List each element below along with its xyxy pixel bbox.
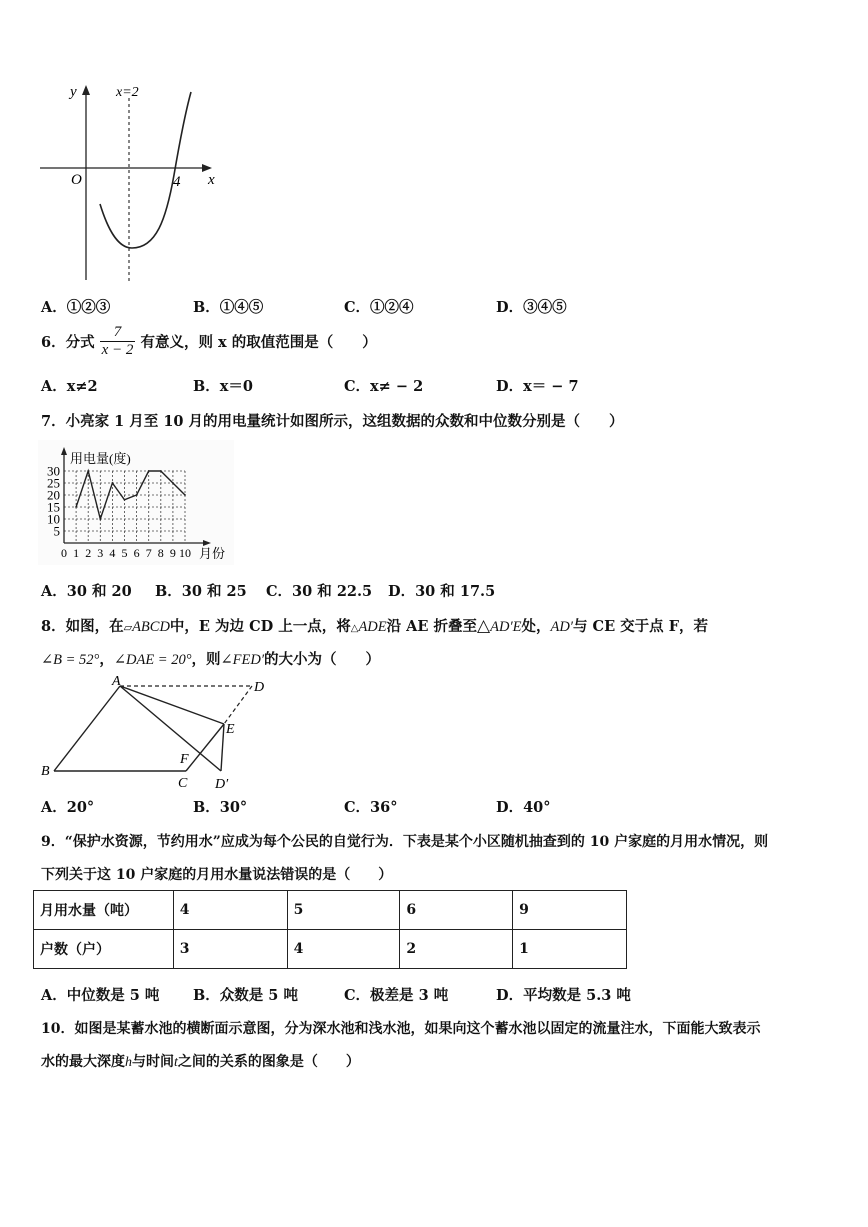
y-tick-label: 20 [47,487,60,503]
table-row [34,891,627,930]
x-tick-label: 5 [121,546,128,560]
q9-question-line1: 9．“保护水资源，节约用水”应成为每个公民的自觉行为．下表是某个小区随机抽查到的 10 户家庭的月用水情况，则 [41,834,769,850]
data-point [112,482,114,484]
q6-suffix: 有意义，则 x 的取值范围是（ ） [140,334,377,351]
y-label: y [70,84,77,100]
q6-prefix: 6．分式 [41,334,95,351]
q9-option-b[interactable]: B．众数是 5 吨 [193,987,298,1004]
x-tick-label: 2 [85,546,92,560]
q6-option-b[interactable]: B．x＝0 [193,378,253,395]
y-axis-title: 用电量(度) [70,451,131,466]
q7-option-a[interactable]: A．30 和 20 [41,583,132,600]
data-point [124,499,126,501]
segment-ae [120,686,224,724]
segment-ec [186,724,224,771]
q5-option-c[interactable]: C．①②④ [344,299,414,316]
parabola-graph [38,80,228,285]
q6-option-a[interactable]: A．x≠2 [41,378,98,395]
q6-fraction [100,324,136,359]
q8-option-d[interactable]: D．40° [496,799,551,816]
table-cell: 3 [173,930,287,969]
q5-option-a[interactable]: A．①②③ [41,299,111,316]
q8-option-a[interactable]: A．20° [41,799,95,816]
table-cell: 6 [400,891,513,930]
x-tick-label: 10 [179,546,191,560]
q6-question [41,324,377,359]
table-cell: 4 [287,930,400,969]
y-tick-label: 25 [47,475,60,491]
q7-option-b[interactable]: B．30 和 25 [155,583,247,600]
q7-question: 7．小亮家 1 月至 10 月的用电量统计如图所示，这组数据的众数和中位数分别是（ ） [41,413,624,430]
q9-option-d[interactable]: D．平均数是 5.3 吨 [496,987,631,1004]
y-tick-label: 10 [47,511,60,527]
x-tick-label: 1 [73,546,80,560]
label-c: C [178,776,188,791]
x-label: x [208,172,215,188]
fold-geometry-figure [38,674,278,794]
q6-option-d[interactable]: D．x＝ − 7 [496,378,579,395]
x-tick-label: 0 [61,546,67,560]
q9-option-a[interactable]: A．中位数是 5 吨 [41,987,160,1004]
q10-question-line2: 水的最大深度h与时间t之间的关系的图象是（ ） [41,1054,360,1070]
q8-option-c[interactable]: C．36° [344,799,398,816]
data-point [172,482,174,484]
data-point [136,494,138,496]
q8-question-line1: 8．如图，在▱ABCD中，E 为边 CD 上一点，将△ADE沿 AE 折叠至△AD′E处，AD′与 CE 交于点 F，若 [41,616,709,636]
data-point [160,470,162,472]
parabola-curve [100,92,191,248]
q5-option-b[interactable]: B．①④⑤ [193,299,264,316]
table-cell: 5 [287,891,400,930]
table-cell: 2 [400,930,513,969]
table-cell: 1 [513,930,627,969]
x-tick-label: 9 [169,546,176,560]
x-tick-label: 6 [133,546,140,560]
segment-edp [221,724,224,771]
parallelogram-symbol: ▱ [123,621,133,634]
y-tick-label: 5 [53,523,60,539]
y-tick-label: 15 [47,499,60,515]
table-cell: 4 [173,891,287,930]
q6-fraction-num: 7 [113,324,122,340]
label-f: F [180,752,189,767]
y-tick-label: 30 [47,463,60,479]
q6-option-c[interactable]: C．x≠ − 2 [344,378,424,395]
electricity-usage-chart [38,440,234,565]
label-b: B [41,764,50,779]
label-e: E [226,722,235,737]
q5-option-d[interactable]: D．③④⑤ [496,299,567,316]
table-row [34,930,627,969]
x-tick-label: 4 [109,546,116,560]
origin-label: O [71,172,82,188]
q7-option-d[interactable]: D．30 和 17.5 [388,583,496,600]
data-point [99,518,101,520]
q9-option-c[interactable]: C．极差是 3 吨 [344,987,449,1004]
table-cell: 月用水量（吨） [34,891,174,930]
q9-question-line2: 下列关于这 10 户家庭的月用水量说法错误的是（ ） [41,867,393,883]
q8-option-b[interactable]: B．30° [193,799,248,816]
root-label: 4 [173,174,181,190]
data-point [184,494,186,496]
triangle-symbol: △ [350,623,359,634]
q10-question-line1: 10．如图是某蓄水池的横断面示意图，分为深水池和浅水池，如果向这个蓄水池以固定的流量注水，下面能大致表示 [41,1021,761,1037]
segment-de [224,686,252,724]
segment-ab [54,686,120,771]
label-dprime: D′ [215,777,229,792]
x-tick-label: 8 [157,546,164,560]
data-point [148,470,150,472]
q8-question-line2: ∠B = 52°，∠DAE = 20°，则∠FED′的大小为（ ） [41,651,381,668]
q7-option-c[interactable]: C．30 和 22.5 [266,583,373,600]
table-cell: 9 [513,891,627,930]
x-tick-label: 3 [97,546,104,560]
water-usage-table [33,890,627,969]
x-axis-title: 月份 [199,546,226,561]
segment-adp [120,686,221,771]
table-cell: 户数（户） [34,930,174,969]
data-point [87,470,89,472]
line-label: x=2 [116,85,139,100]
label-a: A [112,674,121,689]
q6-fraction-den: x − 2 [101,342,134,358]
label-d: D [254,680,265,695]
x-tick-label: 7 [145,546,152,560]
data-point [75,506,77,508]
